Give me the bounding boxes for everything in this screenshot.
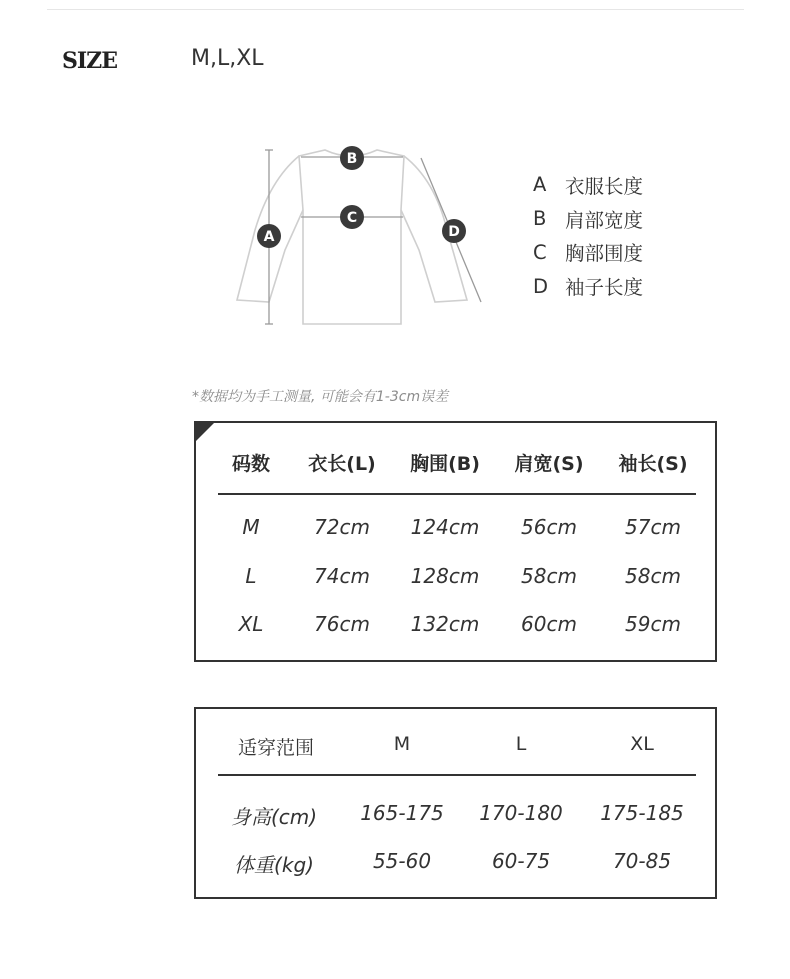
legend-text: 肩部宽度 — [565, 208, 644, 232]
table-cell: 60-75 — [491, 849, 551, 873]
legend-letter: A — [533, 173, 547, 197]
size-options: M,L,XL — [191, 46, 264, 71]
marker-C-label: C — [346, 210, 358, 226]
marker-D-label: D — [448, 224, 460, 240]
marker-B — [340, 146, 364, 170]
table-cell: 170-180 — [479, 801, 563, 825]
marker-D — [442, 219, 466, 243]
table-header: XL — [630, 733, 654, 755]
table-cell: 124cm — [410, 515, 480, 539]
table-header: M — [393, 733, 411, 755]
table-cell: 58cm — [521, 564, 577, 588]
garment-diagram — [225, 140, 495, 335]
diagram-legend — [533, 168, 643, 303]
table-cell: 128cm — [410, 564, 480, 588]
measurement-note: *数据均为手工测量, 可能会有1-3cm误差 — [192, 389, 449, 405]
table-header: 衣长(L) — [308, 453, 376, 475]
legend-item — [533, 236, 643, 270]
legend-letter: B — [533, 207, 547, 231]
table-cell: 132cm — [410, 612, 480, 636]
table-header: 胸围(B) — [410, 453, 480, 475]
legend-letter: C — [533, 240, 547, 264]
legend-item — [533, 269, 643, 303]
marker-A-label: A — [263, 229, 275, 245]
table-cell: 70-85 — [612, 849, 672, 873]
table-cell: 74cm — [314, 564, 370, 588]
marker-A — [257, 224, 281, 248]
table-cell: 59cm — [625, 612, 681, 636]
row-label-weight: 体重(kg) — [234, 853, 314, 877]
table-header: 袖长(S) — [618, 453, 688, 475]
measurement-table — [194, 421, 717, 662]
header-divider — [218, 493, 696, 495]
table-cell: 56cm — [521, 515, 577, 539]
table-cell: XL — [238, 612, 264, 636]
table-header: 适穿范围 — [237, 737, 315, 759]
legend-item — [533, 168, 643, 202]
table-header: L — [515, 733, 527, 755]
row-label-height: 身高(cm) — [230, 805, 318, 829]
table-cell: 175-185 — [600, 801, 684, 825]
legend-item — [533, 202, 643, 236]
table-header: 肩宽(S) — [514, 453, 584, 475]
table-cell: 165-175 — [360, 801, 444, 825]
table-cell: M — [242, 515, 260, 539]
corner-mark — [196, 423, 214, 441]
marker-B-label: B — [346, 151, 358, 167]
table-cell: 60cm — [521, 612, 577, 636]
legend-text: 胸部围度 — [565, 242, 644, 266]
marker-C — [340, 205, 364, 229]
table-cell: 76cm — [314, 612, 370, 636]
legend-text: 衣服长度 — [565, 174, 644, 198]
table-cell: 55-60 — [372, 849, 432, 873]
header-divider — [218, 774, 696, 776]
legend-letter: D — [533, 274, 549, 298]
table-cell: 72cm — [314, 515, 370, 539]
fit-range-table — [194, 707, 717, 899]
size-heading: SIZE — [62, 48, 118, 74]
table-header: 码数 — [231, 453, 271, 475]
table-cell: 57cm — [625, 515, 681, 539]
legend-text: 袖子长度 — [565, 276, 644, 300]
top-divider — [47, 9, 744, 10]
table-cell: 58cm — [625, 564, 681, 588]
table-cell: L — [245, 564, 257, 588]
